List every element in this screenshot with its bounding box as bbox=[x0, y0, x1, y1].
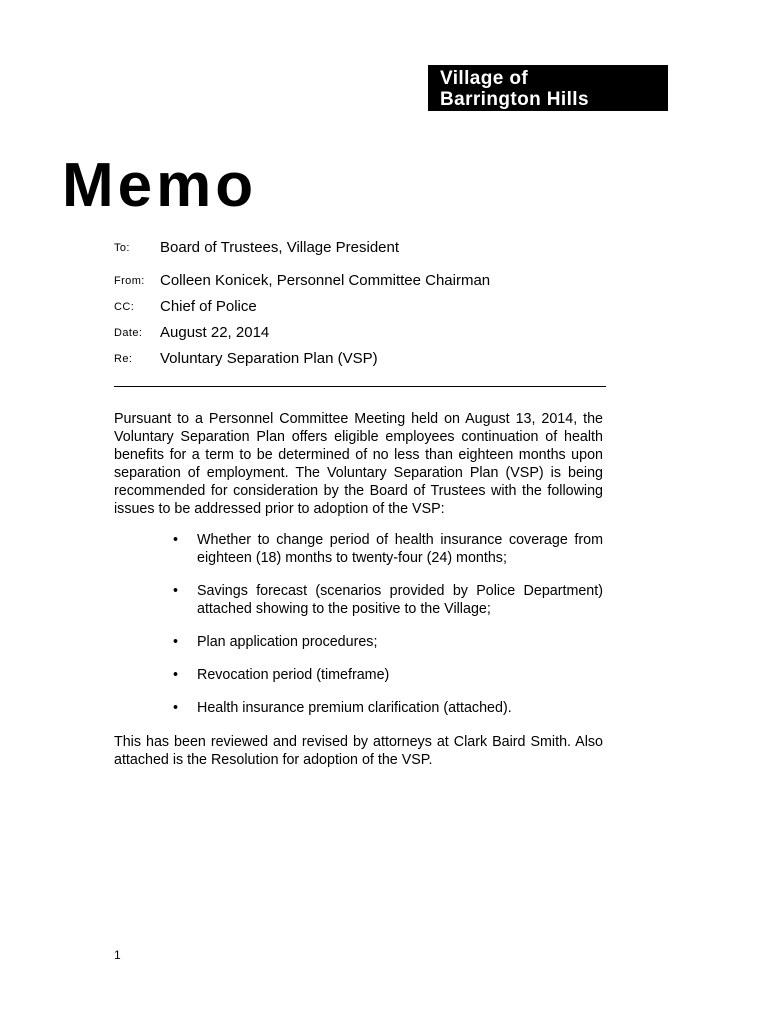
intro-paragraph: Pursuant to a Personnel Committee Meeting held on August 13, 2014, the Voluntary Separation Plan offers eligible employees continuation of health benefits for a term to be determined of no less than eighteen months upon separation of employment. The Voluntary Separation Plan (VSP) is being recommended for consideration by the Board of Trustees with the following issues to be addressed prior to adoption of the VSP: bbox=[114, 411, 603, 517]
meta-date-value: August 22, 2014 bbox=[160, 324, 270, 341]
bullet-icon: • bbox=[173, 700, 179, 716]
meta-from-label: From: bbox=[114, 275, 145, 287]
meta-to-row bbox=[114, 239, 614, 259]
meta-from-row bbox=[114, 272, 614, 292]
meta-to-value: Board of Trustees, Village President bbox=[160, 239, 400, 256]
bullet-icon: • bbox=[173, 667, 179, 683]
meta-re-label: Re: bbox=[114, 353, 133, 365]
meta-date-label: Date: bbox=[114, 327, 143, 339]
list-item-text: Health insurance premium clarification (attached). bbox=[197, 700, 512, 716]
meta-re-value: Voluntary Separation Plan (VSP) bbox=[160, 350, 378, 367]
list-item-text: Revocation period (timeframe) bbox=[197, 667, 390, 683]
meta-from-value: Colleen Konicek, Personnel Committee Chairman bbox=[160, 272, 491, 289]
header-divider bbox=[114, 386, 606, 387]
list-item-text: Whether to change period of health insurance coverage from eighteen (18) months to twenty-four (24) months; bbox=[197, 532, 603, 566]
list-item bbox=[114, 666, 603, 684]
issue-list bbox=[114, 531, 603, 732]
meta-cc-label: CC: bbox=[114, 301, 135, 313]
list-item bbox=[114, 699, 603, 717]
list-item bbox=[114, 531, 603, 567]
list-item bbox=[114, 633, 603, 651]
meta-re-row bbox=[114, 350, 614, 370]
meta-cc-value: Chief of Police bbox=[160, 298, 257, 315]
letterhead-line-1: Village of bbox=[440, 68, 529, 89]
meta-to-label: To: bbox=[114, 242, 130, 254]
letterhead-box bbox=[428, 65, 668, 111]
bullet-icon: • bbox=[173, 634, 179, 650]
meta-date-row bbox=[114, 324, 614, 344]
page-title: Memo bbox=[62, 151, 258, 220]
list-item-text: Savings forecast (scenarios provided by Police Department) attached showing to the positive to the Village; bbox=[197, 583, 603, 617]
list-item-text: Plan application procedures; bbox=[197, 634, 378, 650]
letterhead-line-2: Barrington Hills bbox=[440, 89, 589, 110]
list-item bbox=[114, 582, 603, 618]
bullet-icon: • bbox=[173, 583, 179, 599]
page-number: 1 bbox=[114, 948, 121, 962]
bullet-icon: • bbox=[173, 532, 179, 548]
closing-paragraph: This has been reviewed and revised by attorneys at Clark Baird Smith. Also attached is the Resolution for adoption of the VSP. bbox=[114, 734, 603, 768]
meta-cc-row bbox=[114, 298, 614, 318]
